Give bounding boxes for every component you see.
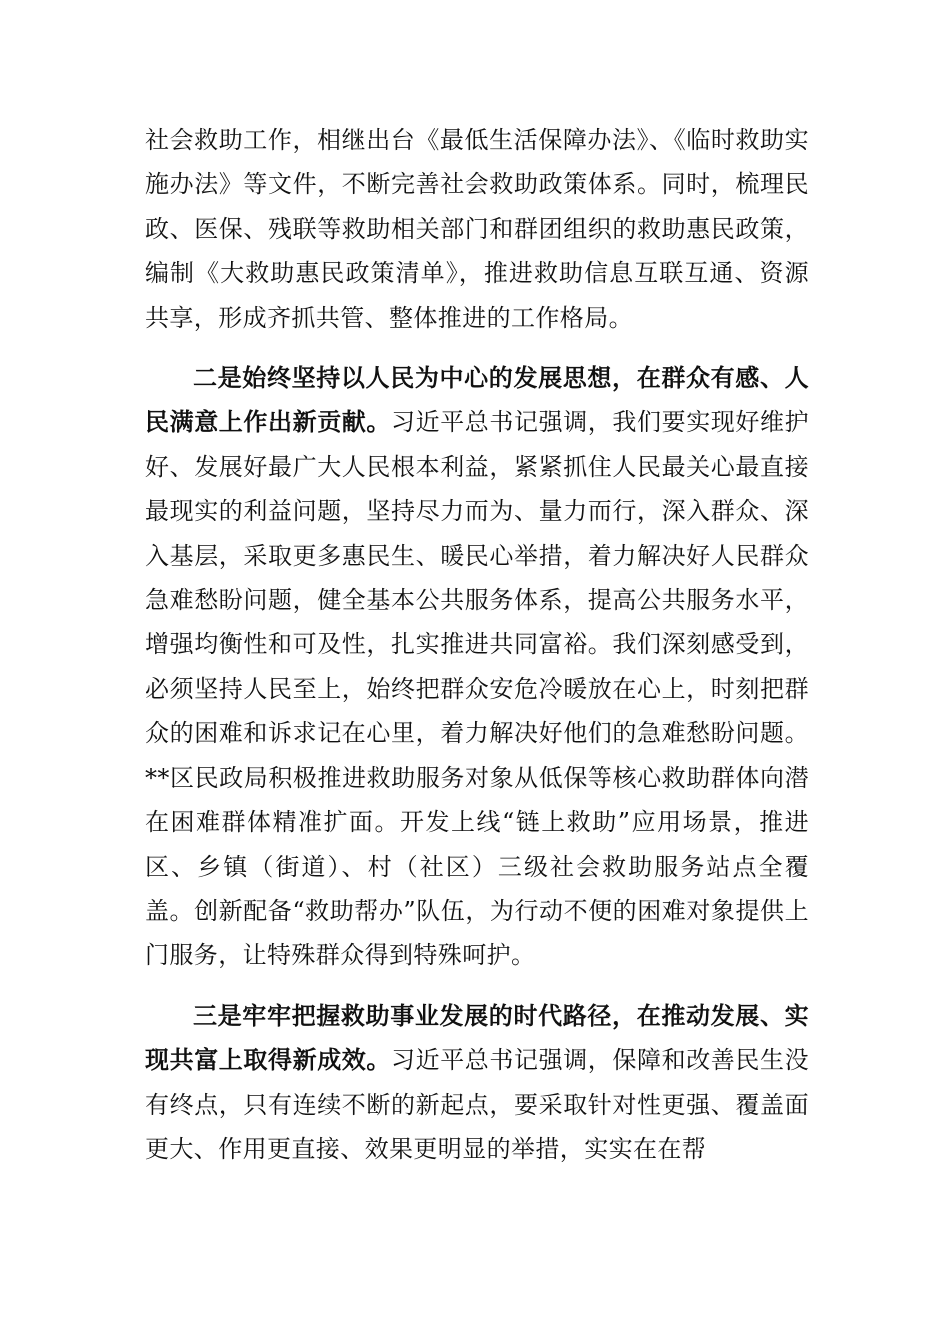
document-body <box>145 118 809 1171</box>
paragraph-point-three <box>145 994 809 1172</box>
paragraph-point-two <box>145 356 809 978</box>
paragraph-body-text: 习近平总书记强调，我们要实现好维护好、发展好最广大人民根本利益，紧紧抓住人民最关心最直接最现实的利益问题，坚持尽力而为、量力而行，深入群众、深入基层，采取更多惠民生、暖民心举措，着力解决好人民群众急难愁盼问题，健全基本公共服务体系，提高公共服务水平，增强均衡性和可及性，扎实推进共同富裕。我们深刻感受到，必须坚持人民至上，始终把群众安危冷暖放在心上，时刻把群众的困难和诉求记在心里，着力解决好他们的急难愁盼问题。**区民政局积极推进救助服务对象从低保等核心救助群体向潜在困难群体精准扩面。开发上线“链上救助”应用场景，推进区、乡镇（街道）、村（社区）三级社会救助服务站点全覆盖。创新配备“救助帮办”队伍，为行动不便的困难对象提供上门服务，让特殊群众得到特殊呵护。 <box>145 408 809 970</box>
paragraph-continuation <box>145 118 809 340</box>
paragraph-body-text: 社会救助工作，相继出台《最低生活保障办法》、《临时救助实施办法》等文件，不断完善社会救助政策体系。同时，梳理民政、医保、残联等救助相关部门和群团组织的救助惠民政策，编制《大救助惠民政策清单》，推进救助信息互联互通、资源共享，形成齐抓共管、整体推进的工作格局。 <box>145 126 809 332</box>
paragraph-lead-heading: 三是牢牢把握救助事业发展的时代路径，在推动发展、实现共富上取得新成效。 <box>145 1001 809 1075</box>
paragraph-body-text: 习近平总书记强调，保障和改善民生没有终点，只有连续不断的新起点，要采取针对性更强、覆盖面更大、作用更直接、效果更明显的举措，实实在在帮 <box>145 1046 809 1163</box>
paragraph-lead-heading: 二是始终坚持以人民为中心的发展思想，在群众有感、人民满意上作出新贡献。 <box>145 364 809 437</box>
